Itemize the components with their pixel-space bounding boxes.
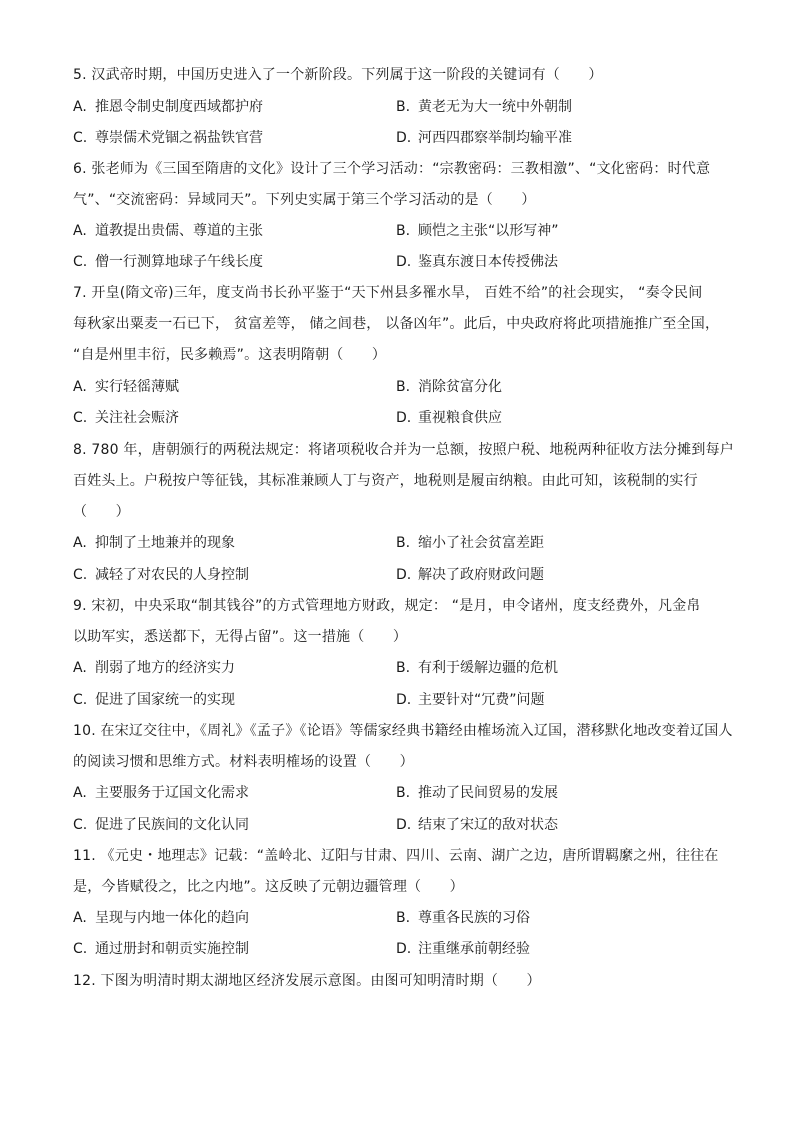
question-9-option-b[interactable]: B. 有利于缓解边疆的危机	[396, 660, 558, 676]
question-7-option-c[interactable]: C. 关注社会赈济	[73, 410, 179, 426]
question-6-stem-line-2: 气”、“交流密码：异域同天”。下列史实属于第三个学习活动的是（ ）	[73, 192, 536, 208]
question-10-option-b[interactable]: B. 推动了民间贸易的发展	[396, 785, 558, 801]
question-11-option-b[interactable]: B. 尊重各民族的习俗	[396, 910, 530, 926]
question-7-option-b[interactable]: B. 消除贫富分化	[396, 379, 502, 395]
question-7-stem-line-1: 7. 开皇(隋文帝)三年，度支尚书长孙平鉴于“天下州县多罹水旱， 百姓不给”的社会现实， “奏令民间	[73, 285, 703, 301]
question-11-option-c[interactable]: C. 通过册封和朝贡实施控制	[73, 941, 249, 957]
question-8-option-a[interactable]: A. 抑制了土地兼并的现象	[73, 535, 235, 551]
question-7-stem-line-2: 每秋家出粟麦一石已下， 贫富差等， 储之闾巷， 以备凶年”。此后，中央政府将此项措施推广至全国，	[73, 316, 720, 332]
question-9-stem-line-2: 以助军实，悉送都下，无得占留”。这一措施（ ）	[73, 629, 408, 645]
question-10-stem-line-2: 的阅读习惯和思维方式。材料表明榷场的设置（ ）	[73, 754, 414, 770]
question-6-option-b[interactable]: B. 顾恺之主张“以形写神”	[396, 223, 559, 239]
question-8-option-b[interactable]: B. 缩小了社会贫富差距	[396, 535, 544, 551]
question-9-option-a[interactable]: A. 削弱了地方的经济实力	[73, 660, 235, 676]
question-7-stem-line-3: “自是州里丰衍，民多赖焉”。这表明隋朝（ ）	[73, 347, 387, 363]
question-7-option-a[interactable]: A. 实行轻徭薄赋	[73, 379, 179, 395]
question-10-option-d[interactable]: D. 结束了宋辽的敌对状态	[396, 817, 558, 833]
question-5-option-c[interactable]: C. 尊崇儒术党锢之祸盐铁官营	[73, 130, 263, 146]
question-10-stem-line-1: 10. 在宋辽交往中，《周礼》《孟子》《论语》等儒家经典书籍经由榷场流入辽国，潜移默化地改变着辽国人	[73, 723, 733, 739]
question-11-option-a[interactable]: A. 呈现与内地一体化的趋向	[73, 910, 249, 926]
question-5-option-b[interactable]: B. 黄老无为大一统中外朝制	[396, 99, 572, 115]
question-9-option-c[interactable]: C. 促进了国家统一的实现	[73, 692, 235, 708]
question-6-stem-line-1: 6. 张老师为《三国至隋唐的文化》设计了三个学习活动：“宗教密码：三教相激”、“文化密码：时代意	[73, 161, 711, 177]
question-7-option-d[interactable]: D. 重视粮食供应	[396, 410, 502, 426]
question-6-option-a[interactable]: A. 道教提出贵儒、尊道的主张	[73, 223, 263, 239]
question-8-stem-line-2: 百姓头上。户税按户等征钱，其标准兼顾人丁与资产，地税则是履亩纳粮。由此可知，该税制的实行	[73, 473, 698, 489]
question-8-stem-line-3: （ ）	[73, 504, 130, 520]
question-9-option-d[interactable]: D. 主要针对“冗费”问题	[396, 692, 545, 708]
question-10-option-c[interactable]: C. 促进了民族间的文化认同	[73, 817, 249, 833]
question-6-option-d[interactable]: D. 鉴真东渡日本传授佛法	[396, 254, 558, 270]
question-8-option-c[interactable]: C. 减轻了对农民的人身控制	[73, 567, 249, 583]
question-5-option-a[interactable]: A. 推恩令制史制度西域都护府	[73, 99, 263, 115]
question-5-stem: 5. 汉武帝时期，中国历史进入了一个新阶段。下列属于这一阶段的关键词有（ ）	[73, 67, 603, 83]
question-11-stem-line-2: 是，今皆赋役之，比之内地”。这反映了元朝边疆管理（ ）	[73, 879, 464, 895]
question-6-option-c[interactable]: C. 僧一行测算地球子午线长度	[73, 254, 263, 270]
question-8-option-d[interactable]: D. 解决了政府财政问题	[396, 567, 544, 583]
question-10-option-a[interactable]: A. 主要服务于辽国文化需求	[73, 785, 249, 801]
question-11-stem-line-1: 11. 《元史・地理志》记载：“盖岭北、辽阳与甘肃、四川、云南、湖广之边，唐所谓羁縻之州，往往在	[73, 848, 719, 864]
question-9-stem-line-1: 9. 宋初，中央采取“制其钱谷”的方式管理地方财政，规定： “是月，申令诸州，度支经费外，凡金帛	[73, 598, 701, 614]
question-12-stem: 12. 下图为明清时期太湖地区经济发展示意图。由图可知明清时期（ ）	[73, 973, 541, 989]
question-5-option-d[interactable]: D. 河西四郡察举制均输平准	[396, 130, 572, 146]
question-8-stem-line-1: 8. 780 年，唐朝颁行的两税法规定：将诸项税收合并为一总额，按照户税、地税两种征收方法分摊到每户	[73, 442, 734, 458]
question-11-option-d[interactable]: D. 注重继承前朝经验	[396, 941, 530, 957]
